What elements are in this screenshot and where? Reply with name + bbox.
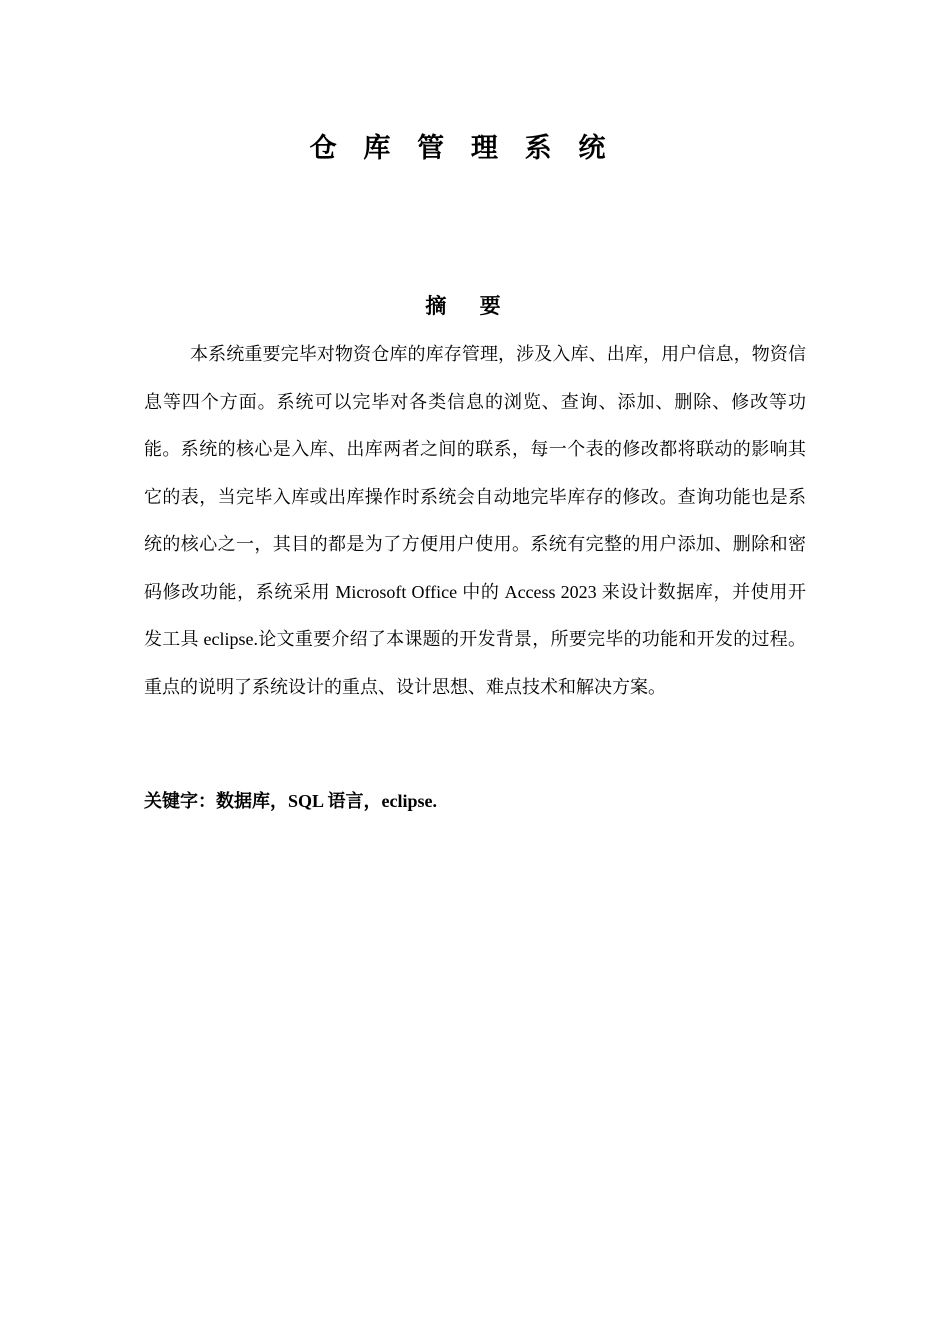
document-title: 仓 库 管 理 系 统 [309, 133, 616, 163]
abstract-heading: 摘 要 [425, 294, 515, 318]
abstract-paragraph: 本系统重要完毕对物资仓库的库存管理，涉及入库、出库，用户信息，物资信息等四个方面。系统可以完毕对各类信息的浏览、查询、添加、删除、修改等功能。系统的核心是入库、出库两者之间的联系，每一个表的修改都将联动的影响其它的表，当完毕入库或出库操作时系统会自动地完毕库存的修改。查询功能也是系统的核心之一，其目的都是为了方便用户使用。系统有完整的用户添加、删除和密码修改功能，系统采用 Microsoft Office 中的 Access 2023 来设计数据库，并使用开发工具 eclipse.论文重要介绍了本课题的开发背景，所要完毕的功能和开发的过程。重点的说明了系统设计的重点、设计思想、难点技术和解决方案。 [144, 344, 806, 697]
keywords-line: 关键字：数据库，SQL 语言，eclipse. [144, 791, 438, 811]
